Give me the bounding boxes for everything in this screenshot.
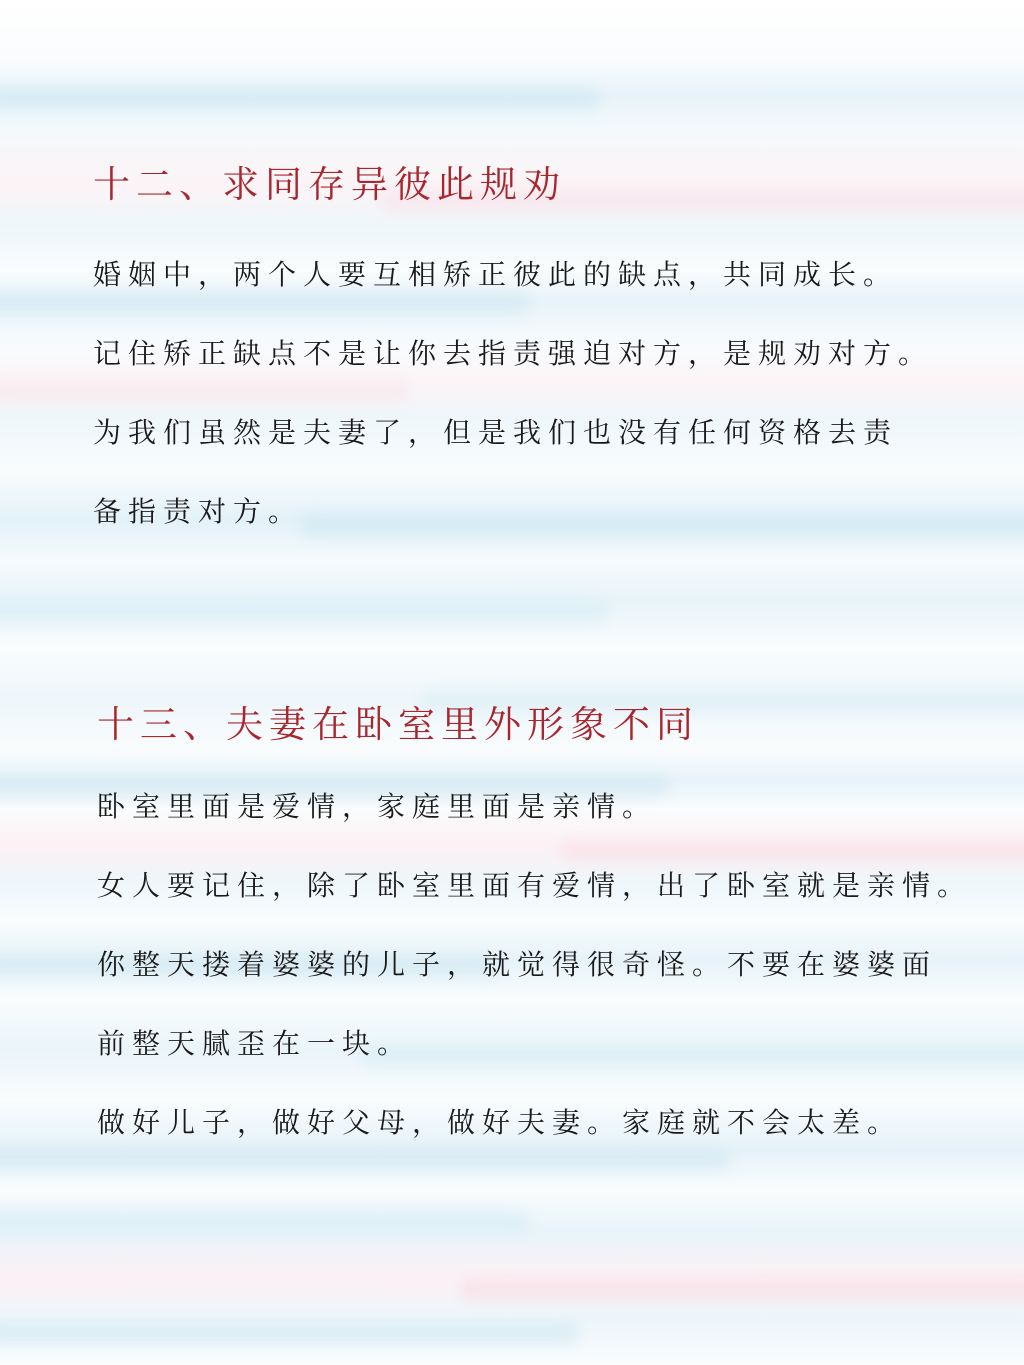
body-line: 记住矫正缺点不是让你去指责强迫对方，是规劝对方。 bbox=[93, 337, 934, 370]
section-title: 十三、夫妻在卧室里外形象不同 bbox=[97, 703, 699, 746]
body-line: 卧室里面是爱情，家庭里面是亲情。 bbox=[97, 790, 658, 823]
body-line: 你整天搂着婆婆的儿子，就觉得很奇怪。不要在婆婆面 bbox=[97, 948, 938, 981]
section-thirteen bbox=[97, 703, 997, 1162]
section-twelve bbox=[93, 163, 993, 551]
body-line: 备指责对方。 bbox=[93, 495, 304, 528]
body-line: 婚姻中，两个人要互相矫正彼此的缺点，共同成长。 bbox=[93, 258, 899, 291]
section-body bbox=[97, 767, 997, 1162]
body-line: 女人要记住，除了卧室里面有爱情，出了卧室就是亲情。 bbox=[97, 869, 973, 902]
section-body bbox=[93, 235, 993, 551]
body-line: 为我们虽然是夫妻了，但是我们也没有任何资格去责 bbox=[93, 416, 899, 449]
section-title: 十二、求同存异彼此规劝 bbox=[93, 163, 566, 206]
body-line: 做好儿子，做好父母，做好夫妻。家庭就不会太差。 bbox=[97, 1106, 903, 1139]
body-line: 前整天腻歪在一块。 bbox=[97, 1027, 413, 1060]
